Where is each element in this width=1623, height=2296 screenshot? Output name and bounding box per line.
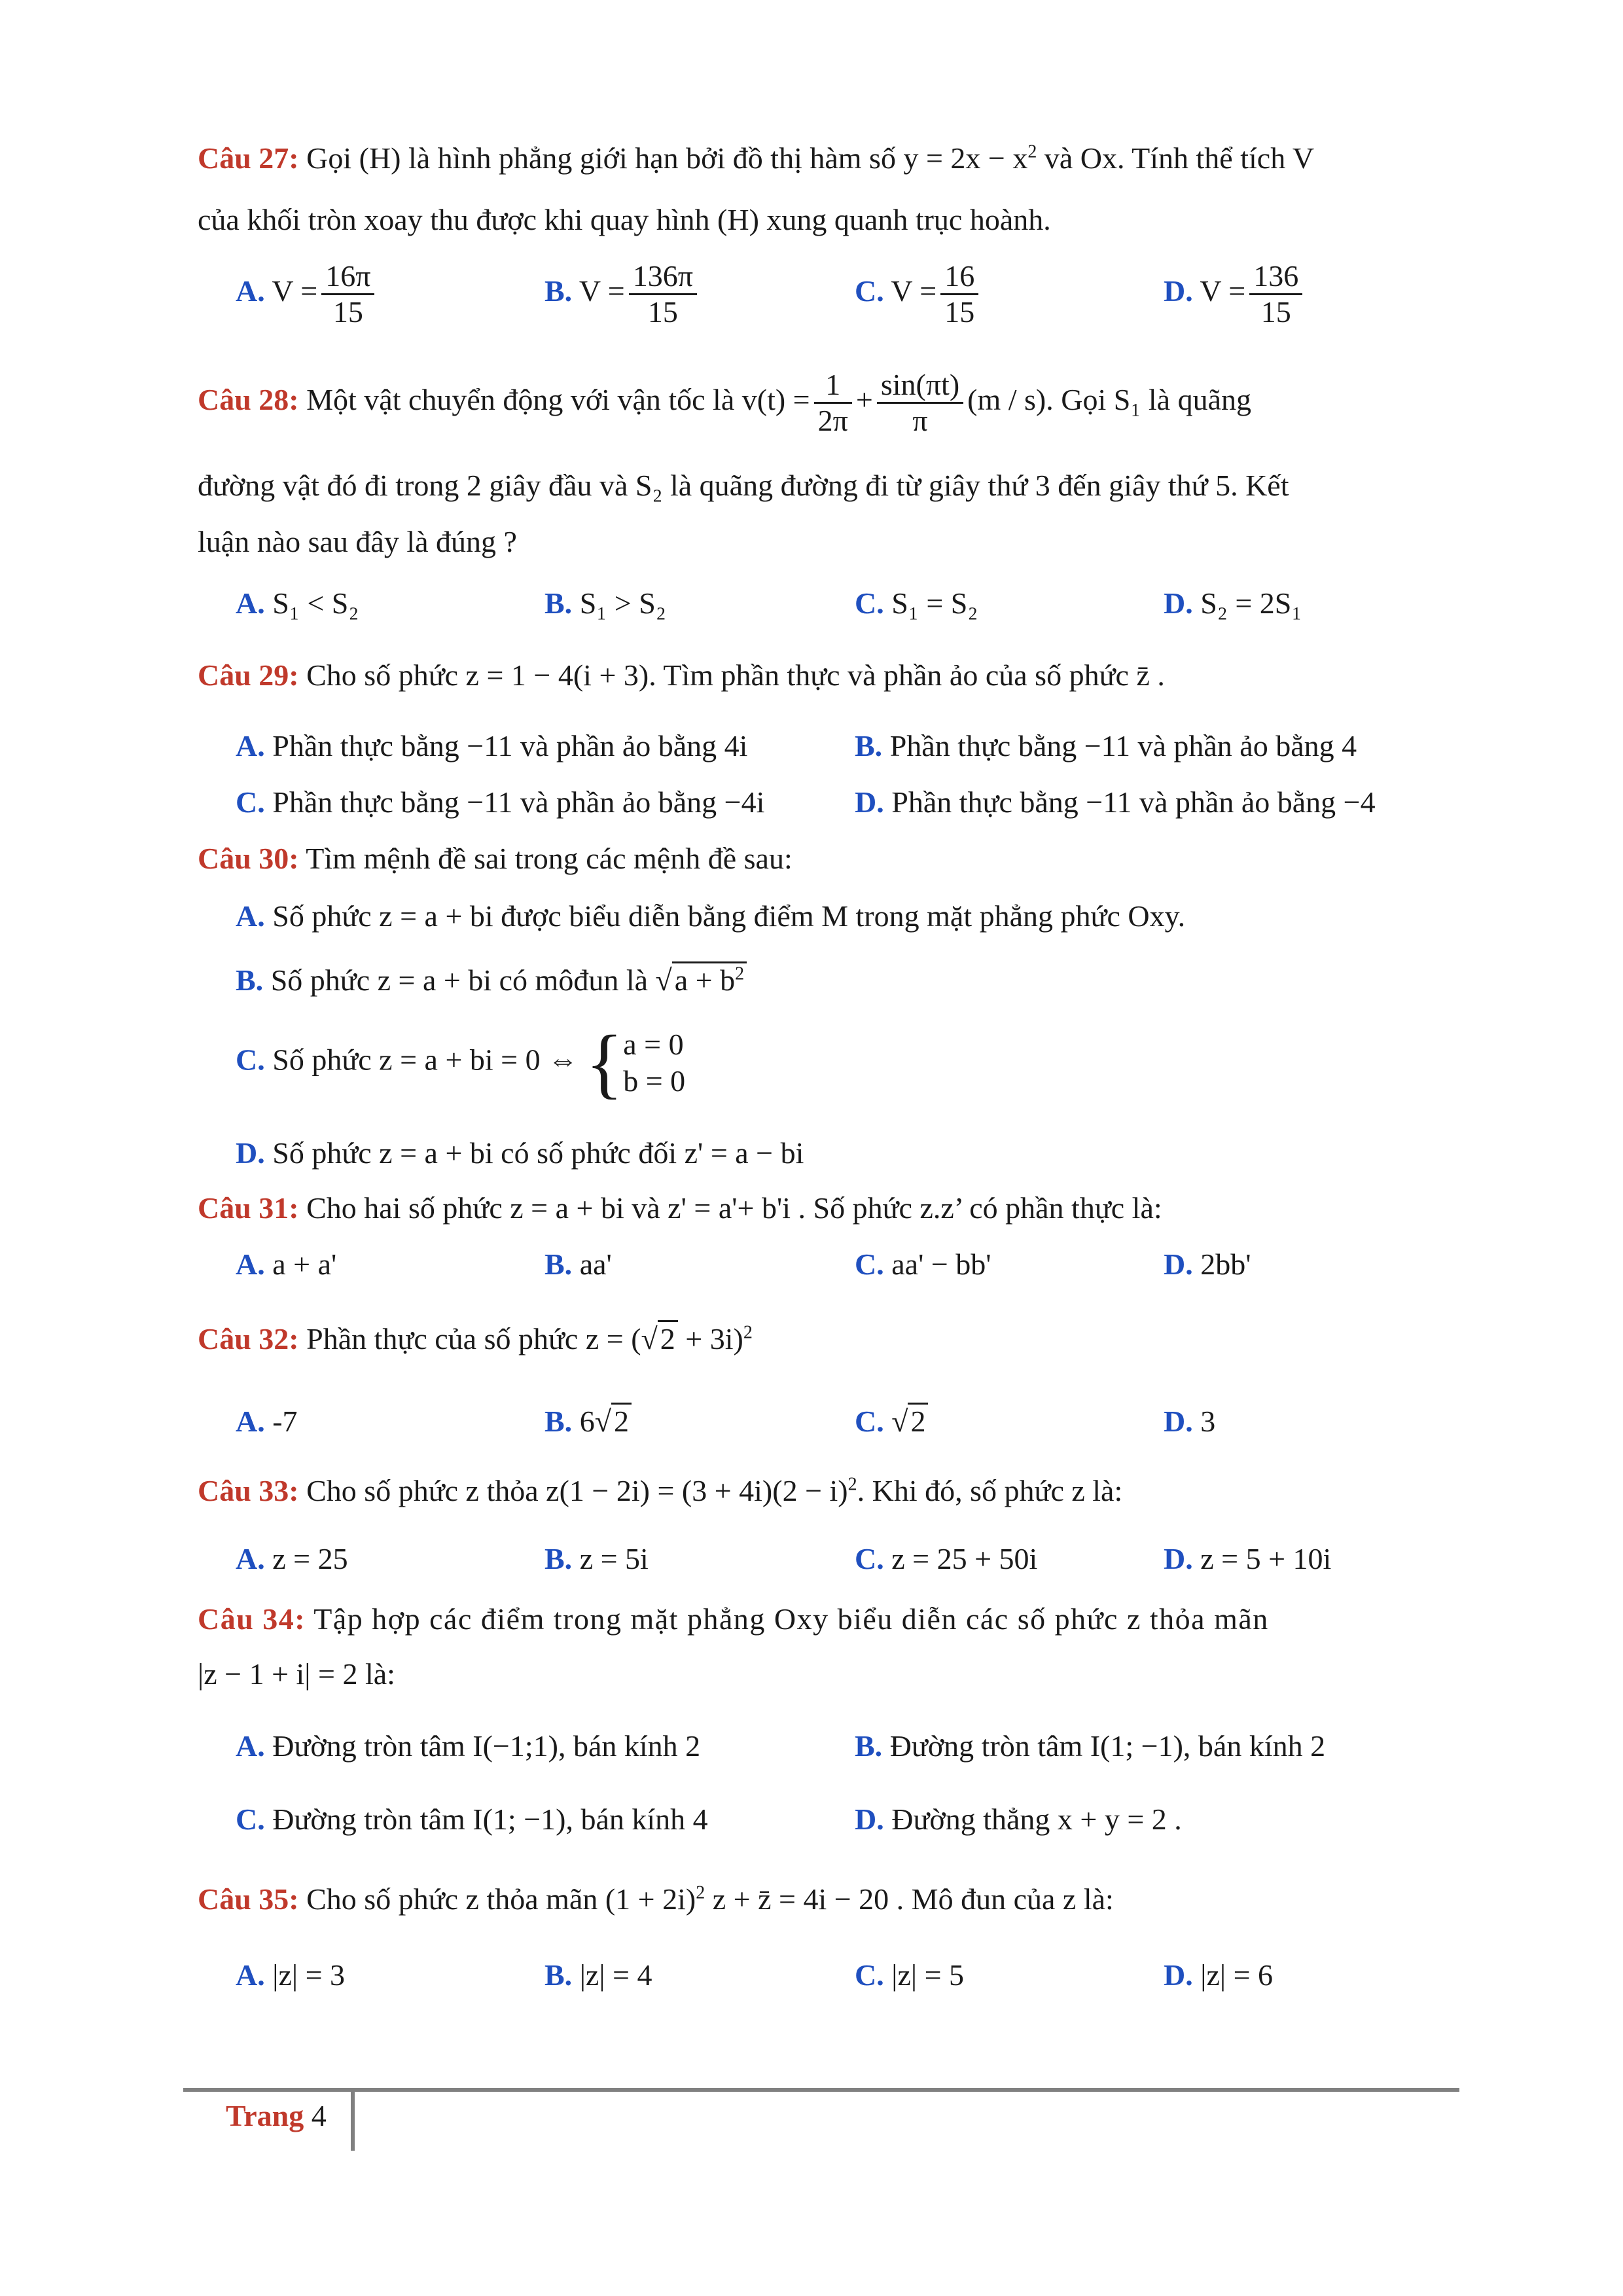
q29-option-c-label: C. [236, 785, 265, 819]
q35-text-a: Cho số phức z thỏa mãn (1 + 2i) [298, 1882, 696, 1916]
q33-option-d-label: D. [1164, 1542, 1193, 1575]
q27-option-b-label: B. [544, 274, 573, 308]
q27-exponent: 2 [1027, 141, 1037, 162]
q27-option-a-den: 15 [332, 295, 363, 329]
q27-label: Câu 27: [198, 141, 299, 175]
q31-option-b-text: aa' [579, 1247, 612, 1281]
q28-option-a-label: A. [236, 586, 265, 620]
q34-stem [198, 1601, 1428, 1638]
q28-text-a: Một vật chuyển động với vận tốc là v(t) = [298, 383, 810, 417]
q35-option-d [1164, 1957, 1273, 1994]
q28-fraction-1 [814, 368, 852, 438]
q27-option-c-prefix: V = [891, 274, 937, 308]
q30-option-b-text: Số phức z = a + bi có môđun là [263, 963, 656, 997]
q28-frac2-num: sin(πt) [877, 368, 963, 404]
q27-option-d-den: 15 [1260, 295, 1291, 329]
q32-option-a [236, 1403, 298, 1440]
q30-option-c-text: Số phức z = a + bi = 0 ⇔ [264, 1043, 586, 1077]
q27-option-d [1164, 259, 1306, 329]
q34-option-d-label: D. [855, 1803, 884, 1836]
q29-text: Cho số phức z = 1 − 4(i + 3). Tìm phần thực và phần ảo của số phức z̄ . [298, 658, 1165, 692]
q35-option-b-text: |z| = 4 [579, 1958, 652, 1992]
q27-option-b-den: 15 [647, 295, 678, 329]
q28-label: Câu 28: [198, 383, 299, 417]
q30-option-c-row2: b = 0 [623, 1064, 686, 1098]
q32-option-a-label: A. [236, 1405, 265, 1438]
q27-option-a-prefix: V = [272, 274, 318, 308]
q33-option-c-label: C. [855, 1542, 884, 1575]
q29-option-b-text: Phần thực bằng −11 và phần ảo bằng 4 [882, 729, 1357, 762]
q30-option-c-system [623, 1026, 685, 1100]
q28-line3: luận nào sau đây là đúng ? [198, 525, 517, 558]
q35-option-b-label: B. [544, 1958, 573, 1992]
q34-line2: |z − 1 + i| = 2 là: [198, 1657, 395, 1691]
q28-fraction-2 [877, 368, 963, 438]
q27-stem [198, 140, 1428, 177]
q30-option-c-label: C. [236, 1043, 265, 1077]
q28-option-c-label: C. [855, 586, 884, 620]
q34-option-b-text: Đường tròn tâm I(1; −1), bán kính 2 [882, 1729, 1326, 1763]
page-number: 4 [311, 2099, 327, 2132]
q29-label: Câu 29: [198, 658, 299, 692]
q33-option-a [236, 1541, 348, 1577]
q32-text-a: Phần thực của số phức z = ( [298, 1322, 641, 1355]
q34-option-a-text: Đường tròn tâm I(−1;1), bán kính 2 [264, 1729, 701, 1763]
q35-option-d-label: D. [1164, 1958, 1193, 1992]
q29-option-c [236, 784, 764, 821]
q35-option-a-label: A. [236, 1958, 265, 1992]
q31-option-a [236, 1246, 336, 1283]
q27-option-c [855, 259, 982, 329]
q32-text-b: + 3i) [677, 1322, 743, 1355]
q28-unit: (m / s) [967, 383, 1046, 417]
q28-option-a-text: S₁ < S₂ [272, 586, 359, 620]
q27-option-c-fraction [940, 259, 978, 329]
q30-option-d [236, 1135, 804, 1172]
q33-stem [198, 1473, 1428, 1509]
q33-option-a-text: z = 25 [272, 1542, 348, 1575]
q30-option-c-row1: a = 0 [623, 1028, 684, 1061]
footer-label: Trang [226, 2099, 304, 2132]
q30-option-b [236, 962, 747, 999]
footer-divider [351, 2092, 355, 2151]
q35-option-c-label: C. [855, 1958, 884, 1992]
q29-option-b [855, 728, 1357, 764]
q35-option-a-text: |z| = 3 [272, 1958, 346, 1992]
q29-option-c-text: Phần thực bằng −11 và phần ảo bằng −4i [264, 785, 765, 819]
q27-text-a: Gọi (H) là hình phẳng giới hạn bởi đồ thị hàm số y = 2x − x [298, 141, 1028, 175]
q32-option-c-label: C. [855, 1405, 884, 1438]
q31-option-a-text: a + a' [272, 1247, 337, 1281]
q29-option-a-text: Phần thực bằng −11 và phần ảo bằng 4i [264, 729, 748, 762]
q29-option-d [855, 784, 1376, 821]
q34-option-b-label: B. [855, 1729, 883, 1763]
q35-text-b: z + z̄ = 4i − 20 . Mô đun của z là: [705, 1882, 1114, 1916]
q32-option-b-radicand: 2 [611, 1403, 632, 1438]
q34-option-d [855, 1801, 1182, 1838]
q34-option-a [236, 1728, 700, 1765]
q28-stem [198, 368, 1428, 438]
q33-option-a-label: A. [236, 1542, 265, 1575]
q27-option-d-fraction [1249, 259, 1302, 329]
q27-option-b-fraction [629, 259, 697, 329]
q35-option-b [544, 1957, 652, 1994]
q30-option-b-exp: 2 [735, 963, 745, 984]
q32-option-d-text: 3 [1200, 1405, 1216, 1438]
q27-option-d-label: D. [1164, 274, 1193, 308]
q30-stem [198, 840, 1428, 877]
footer-rule [183, 2088, 1459, 2092]
q28-option-d [1164, 585, 1302, 622]
q33-option-b-label: B. [544, 1542, 573, 1575]
q30-option-b-radicand: a + b [674, 963, 736, 997]
q30-option-d-label: D. [236, 1136, 265, 1170]
q33-label: Câu 33: [198, 1474, 299, 1507]
q27-option-a [236, 259, 378, 329]
q35-option-d-text: |z| = 6 [1200, 1958, 1274, 1992]
q32-option-b [544, 1403, 632, 1440]
q32-option-d [1164, 1403, 1215, 1440]
q35-option-c-text: |z| = 5 [891, 1958, 965, 1992]
q27-option-c-num: 16 [940, 259, 978, 295]
q27-text-c: và Ox. Tính thể tích V [1037, 141, 1315, 175]
q27-option-d-num: 136 [1249, 259, 1302, 295]
q33-exp: 2 [847, 1474, 857, 1495]
page-footer [226, 2098, 327, 2134]
q30-option-c-brace-icon: { [585, 1019, 624, 1106]
q31-option-a-label: A. [236, 1247, 265, 1281]
q32-option-b-label: B. [544, 1405, 573, 1438]
q35-option-a [236, 1957, 345, 1994]
q28-plus: + [855, 383, 873, 417]
q35-exp: 2 [696, 1882, 705, 1903]
q34-text: Tập hợp các điểm trong mặt phẳng Oxy biểu diễn các số phức z thỏa mãn [306, 1602, 1269, 1636]
q27-option-d-prefix: V = [1200, 274, 1246, 308]
q30-option-b-sqrt: $√a + b^2$ [656, 962, 747, 999]
q27-line2: của khối tròn xoay thu được khi quay hình (H) xung quanh trục hoành. [198, 203, 1051, 236]
q31-option-c-label: C. [855, 1247, 884, 1281]
q33-option-d-text: z = 5 + 10i [1200, 1542, 1332, 1575]
q32-option-b-sqrt: √2 [595, 1403, 632, 1440]
q31-stem [198, 1190, 1428, 1227]
q28-option-a [236, 585, 359, 622]
q28-option-c [855, 585, 978, 622]
q28-option-b-text: S₁ > S₂ [579, 586, 666, 620]
q34-option-c-text: Đường tròn tâm I(1; −1), bán kính 4 [264, 1803, 708, 1836]
q33-option-d [1164, 1541, 1331, 1577]
q31-option-d-label: D. [1164, 1247, 1193, 1281]
q31-option-c [855, 1246, 991, 1283]
q32-option-c-radicand: 2 [908, 1403, 928, 1438]
q35-label: Câu 35: [198, 1882, 299, 1916]
q31-option-c-text: aa' − bb' [891, 1247, 991, 1281]
q28-option-d-label: D. [1164, 586, 1193, 620]
q33-text-a: Cho số phức z thỏa z(1 − 2i) = (3 + 4i)(2 − i) [298, 1474, 848, 1507]
q30-option-a-label: A. [236, 899, 265, 933]
q28-frac2-den: π [912, 404, 928, 437]
q31-option-b [544, 1246, 612, 1283]
q33-option-c [855, 1541, 1037, 1577]
q32-exp: 2 [743, 1322, 753, 1343]
q32-label: Câu 32: [198, 1322, 299, 1355]
q30-option-b-label: B. [236, 963, 264, 997]
q30-option-d-text: Số phức z = a + bi có số phức đối z' = a − bi [264, 1136, 804, 1170]
q29-stem [198, 657, 1428, 694]
q30-option-c [236, 1019, 686, 1106]
q33-option-c-text: z = 25 + 50i [891, 1542, 1038, 1575]
q30-option-a [236, 898, 1185, 935]
q27-option-a-label: A. [236, 274, 265, 308]
q34-option-a-label: A. [236, 1729, 265, 1763]
q27-option-b [544, 259, 701, 329]
q34-option-b [855, 1728, 1325, 1765]
q34-label: Câu 34: [198, 1602, 306, 1636]
q27-option-c-label: C. [855, 274, 884, 308]
q28-frac1-num: 1 [814, 368, 852, 404]
q33-text-b: . Khi đó, số phức z là: [857, 1474, 1123, 1507]
q32-option-b-coef: 6 [579, 1405, 595, 1438]
q28-line2: đường vật đó đi trong 2 giây đầu và S₂ là quãng đường đi từ giây thứ 3 đến giây thứ 5. Kết [198, 469, 1289, 502]
q30-text: Tìm mệnh đề sai trong các mệnh đề sau: [298, 842, 793, 875]
q29-option-a-label: A. [236, 729, 265, 762]
q31-option-d-text: 2bb' [1200, 1247, 1251, 1281]
q32-sqrt: √2 [641, 1321, 678, 1357]
q31-label: Câu 31: [198, 1191, 299, 1225]
q32-option-a-text: -7 [272, 1405, 298, 1438]
q27-option-b-num: 136π [629, 259, 697, 295]
q30-label: Câu 30: [198, 842, 299, 875]
q27-option-c-den: 15 [944, 295, 975, 329]
q32-option-d-label: D. [1164, 1405, 1193, 1438]
q35-option-c [855, 1957, 964, 1994]
q31-option-d [1164, 1246, 1251, 1283]
q27-option-a-num: 16π [321, 259, 374, 295]
q31-text: Cho hai số phức z = a + bi và z' = a'+ b'i . Số phức z.z’ có phần thực là: [298, 1191, 1162, 1225]
q29-option-d-label: D. [855, 785, 884, 819]
q29-option-b-label: B. [855, 729, 883, 762]
q35-stem [198, 1881, 1428, 1918]
q32-option-c-sqrt: √2 [891, 1403, 928, 1440]
q32-stem [198, 1321, 1428, 1357]
q27-option-b-prefix: V = [579, 274, 625, 308]
q29-option-d-text: Phần thực bằng −11 và phần ảo bằng −4 [883, 785, 1376, 819]
q34-option-c-label: C. [236, 1803, 265, 1836]
q33-option-b [544, 1541, 649, 1577]
q28-option-c-text: S₁ = S₂ [891, 586, 978, 620]
q28-text-b: . Gọi S₁ là quãng [1046, 383, 1251, 417]
q34-option-d-text: Đường thẳng x + y = 2 . [883, 1803, 1182, 1836]
q28-option-b [544, 585, 666, 622]
q29-option-a [236, 728, 747, 764]
q32-radicand: 2 [658, 1320, 678, 1355]
q31-option-b-label: B. [544, 1247, 573, 1281]
q33-option-b-text: z = 5i [579, 1542, 649, 1575]
q27-option-a-fraction [321, 259, 374, 329]
q28-option-d-text: S₂ = 2S₁ [1200, 586, 1302, 620]
q34-option-c [236, 1801, 708, 1838]
q32-option-c [855, 1403, 928, 1440]
q28-frac1-den: 2π [817, 404, 848, 437]
q30-option-a-text: Số phức z = a + bi được biểu diễn bằng điểm M trong mặt phẳng phức Oxy. [264, 899, 1186, 933]
q28-option-b-label: B. [544, 586, 573, 620]
